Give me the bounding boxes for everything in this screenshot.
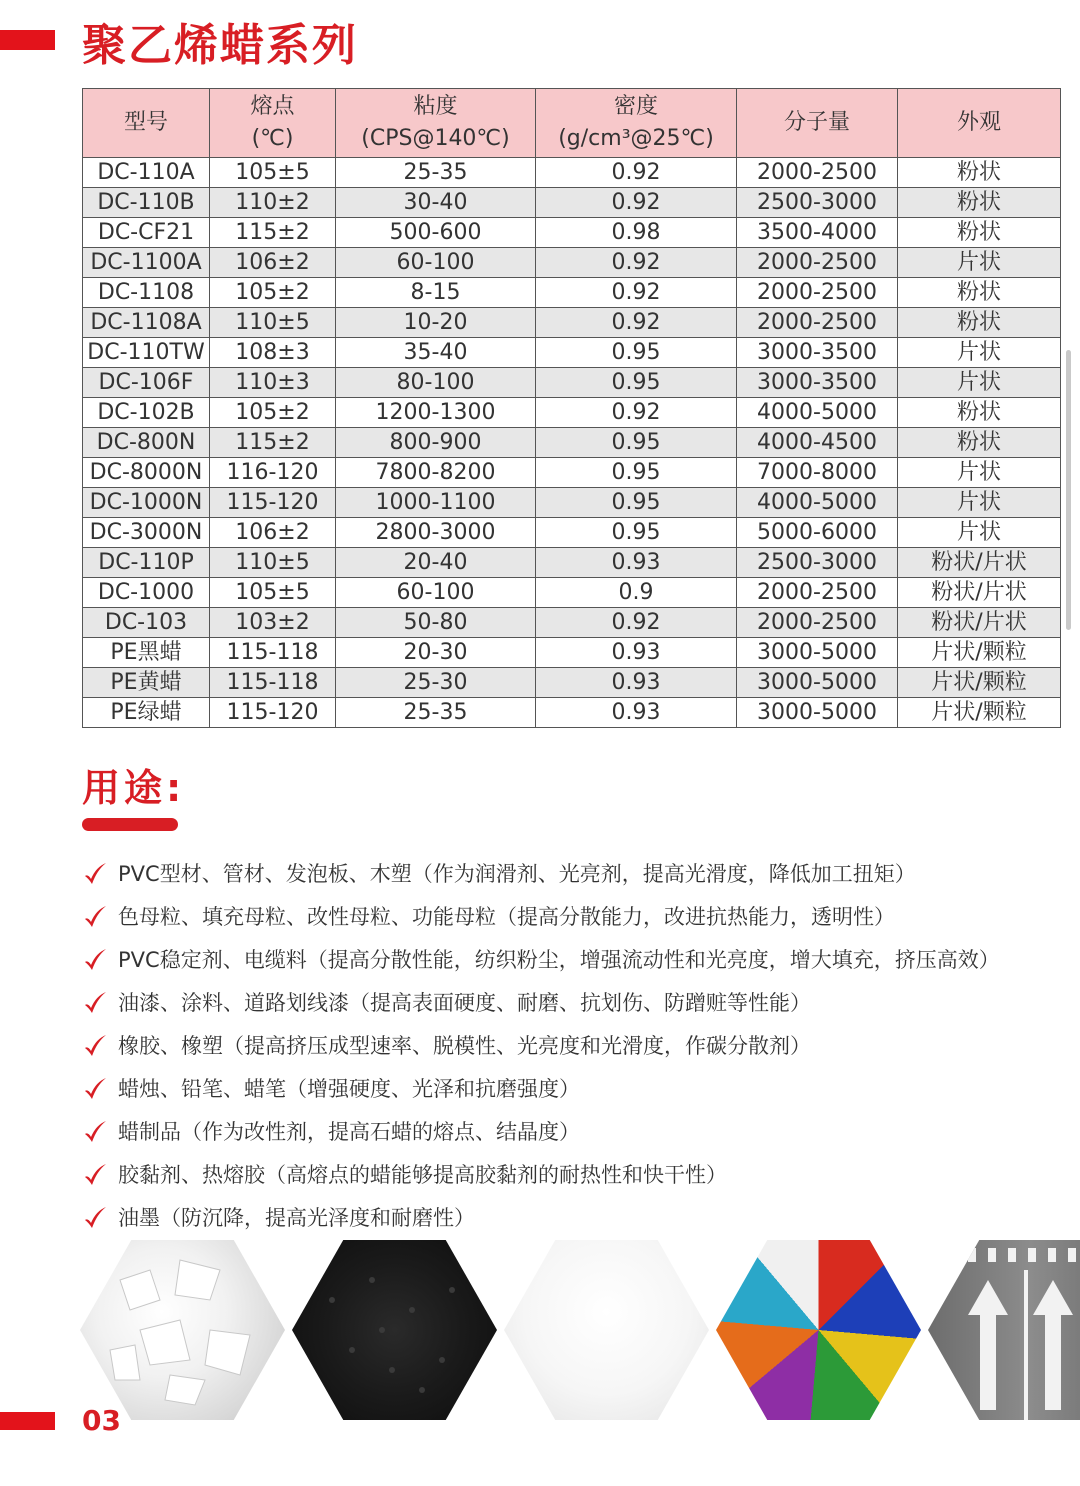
table-cell: PE黑蜡 — [83, 638, 210, 668]
black-wax-granules-photo — [292, 1240, 497, 1420]
header-text: 分子量 — [783, 110, 850, 135]
table-cell: 4000-4500 — [737, 428, 898, 458]
table-row — [83, 278, 1061, 308]
table-cell: 片状 — [898, 488, 1061, 518]
table-row — [83, 398, 1061, 428]
table-cell: 110±5 — [210, 548, 336, 578]
table-cell: DC-106F — [83, 368, 210, 398]
table-cell: 115±2 — [210, 428, 336, 458]
table-cell: 0.92 — [536, 278, 737, 308]
table-cell: 0.9 — [536, 578, 737, 608]
table-row — [83, 608, 1061, 638]
table-cell: 片状 — [898, 248, 1061, 278]
table-cell: 粉状/片状 — [898, 608, 1061, 638]
road-marking-arrows-photo — [928, 1240, 1080, 1420]
spec-table — [82, 88, 1061, 728]
uses-list — [82, 852, 1080, 1239]
use-text: PVC型材、管材、发泡板、木塑（作为润滑剂、光亮剂，提高光滑度，降低加工扭矩） — [118, 861, 916, 886]
table-cell: DC-8000N — [83, 458, 210, 488]
table-cell: 3000-5000 — [737, 638, 898, 668]
table-cell: 106±2 — [210, 518, 336, 548]
header-appearance — [898, 89, 1061, 158]
road-arrows — [928, 1240, 1080, 1420]
table-cell: 110±5 — [210, 308, 336, 338]
table-cell: 7000-8000 — [737, 458, 898, 488]
table-cell: 10-20 — [336, 308, 536, 338]
use-text: 蜡制品（作为改性剂，提高石蜡的熔点、结晶度） — [118, 1119, 580, 1144]
use-text: 橡胶、橡塑（提高挤压成型速率、脱模性、光亮度和光滑度，作碳分散剂） — [118, 1033, 811, 1058]
white-wax-powder-photo — [504, 1240, 709, 1420]
table-cell: DC-102B — [83, 398, 210, 428]
table-cell: 0.92 — [536, 248, 737, 278]
product-photo-gallery — [80, 1240, 1080, 1420]
table-cell: 2000-2500 — [737, 308, 898, 338]
table-cell: 115-120 — [210, 488, 336, 518]
red-check-icon — [82, 1205, 108, 1231]
table-cell: 103±2 — [210, 608, 336, 638]
list-item — [82, 1067, 1080, 1110]
granules-texture — [292, 1240, 497, 1420]
use-text: PVC稳定剂、电缆料（提高分散性能，纺织粉尘，增强流动性和光亮度，增大填充，挤压高效） — [118, 947, 1000, 972]
table-cell: 3000-5000 — [737, 698, 898, 728]
table-cell: 108±3 — [210, 338, 336, 368]
list-item — [82, 852, 1080, 895]
use-text: 蜡烛、铅笔、蜡笔（增强硬度、光泽和抗磨强度） — [118, 1076, 580, 1101]
table-cell: 105±5 — [210, 578, 336, 608]
table-cell: 35-40 — [336, 338, 536, 368]
table-cell: 0.93 — [536, 638, 737, 668]
table-row — [83, 368, 1061, 398]
red-accent-bar-top — [0, 30, 55, 50]
table-cell: 500-600 — [336, 218, 536, 248]
table-row — [83, 188, 1061, 218]
header-model — [83, 89, 210, 158]
header-unit: (CPS@140℃) — [361, 126, 510, 151]
table-cell: 粉状 — [898, 218, 1061, 248]
use-text: 胶黏剂、热熔胶（高熔点的蜡能够提高胶黏剂的耐热性和快干性） — [118, 1162, 727, 1187]
table-row — [83, 218, 1061, 248]
table-cell: 115±2 — [210, 218, 336, 248]
table-row — [83, 458, 1061, 488]
table-cell: 8-15 — [336, 278, 536, 308]
table-cell: DC-103 — [83, 608, 210, 638]
table-cell: 110±2 — [210, 188, 336, 218]
table-cell: DC-1108 — [83, 278, 210, 308]
table-cell: 60-100 — [336, 248, 536, 278]
table-row — [83, 518, 1061, 548]
header-unit: (℃) — [251, 126, 294, 151]
table-cell: 2000-2500 — [737, 608, 898, 638]
table-cell: 25-35 — [336, 698, 536, 728]
table-cell: 1200-1300 — [336, 398, 536, 428]
table-cell: 粉状 — [898, 158, 1061, 188]
red-check-icon — [82, 904, 108, 930]
header-text: 密度 — [613, 94, 658, 119]
table-row — [83, 428, 1061, 458]
list-item — [82, 1196, 1080, 1239]
table-cell: 115-118 — [210, 638, 336, 668]
table-cell: DC-110TW — [83, 338, 210, 368]
table-cell: 50-80 — [336, 608, 536, 638]
table-cell: PE绿蜡 — [83, 698, 210, 728]
table-cell: 0.92 — [536, 398, 737, 428]
table-cell: 0.92 — [536, 158, 737, 188]
table-cell: 0.95 — [536, 488, 737, 518]
table-cell: DC-1108A — [83, 308, 210, 338]
table-cell: 粉状 — [898, 398, 1061, 428]
header-text: 型号 — [123, 110, 168, 135]
table-row — [83, 548, 1061, 578]
table-cell: 片状 — [898, 458, 1061, 488]
table-cell: DC-3000N — [83, 518, 210, 548]
table-cell: 0.95 — [536, 428, 737, 458]
list-item — [82, 1024, 1080, 1067]
table-cell: PE黄蜡 — [83, 668, 210, 698]
scrollbar[interactable] — [1066, 350, 1071, 630]
table-row — [83, 698, 1061, 728]
flakes-texture — [80, 1240, 285, 1420]
table-cell: 2800-3000 — [336, 518, 536, 548]
table-cell: 4000-5000 — [737, 398, 898, 428]
table-cell: 0.93 — [536, 668, 737, 698]
use-text: 油墨（防沉降，提高光泽度和耐磨性） — [118, 1205, 475, 1230]
table-cell: 0.95 — [536, 518, 737, 548]
uses-heading: 用途: — [82, 766, 186, 810]
table-cell: 20-30 — [336, 638, 536, 668]
table-cell: 115-120 — [210, 698, 336, 728]
table-cell: 片状/颗粒 — [898, 668, 1061, 698]
list-item — [82, 1153, 1080, 1196]
table-cell: 2000-2500 — [737, 248, 898, 278]
table-cell: 2500-3000 — [737, 548, 898, 578]
header-unit: (g/cm³@25℃) — [558, 126, 714, 151]
table-cell: 105±2 — [210, 278, 336, 308]
table-cell: 0.98 — [536, 218, 737, 248]
table-cell: 1000-1100 — [336, 488, 536, 518]
red-check-icon — [82, 947, 108, 973]
table-cell: 0.92 — [536, 308, 737, 338]
list-item — [82, 895, 1080, 938]
table-cell: 粉状 — [898, 188, 1061, 218]
table-cell: 3000-5000 — [737, 668, 898, 698]
table-cell: DC-1100A — [83, 248, 210, 278]
table-cell: 4000-5000 — [737, 488, 898, 518]
table-cell: 粉状/片状 — [898, 548, 1061, 578]
table-cell: 粉状/片状 — [898, 578, 1061, 608]
page-number: 03 — [82, 1404, 121, 1437]
list-item — [82, 938, 1080, 981]
table-cell: 0.93 — [536, 698, 737, 728]
table-cell: 80-100 — [336, 368, 536, 398]
page-title: 聚乙烯蜡系列 — [82, 20, 358, 71]
table-cell: 2000-2500 — [737, 158, 898, 188]
table-cell: DC-CF21 — [83, 218, 210, 248]
table-cell: 0.92 — [536, 188, 737, 218]
table-cell: 110±3 — [210, 368, 336, 398]
table-cell: 800-900 — [336, 428, 536, 458]
table-cell: 7800-8200 — [336, 458, 536, 488]
use-text: 色母粒、填充母粒、改性母粒、功能母粒（提高分散能力，改进抗热能力，透明性） — [118, 904, 895, 929]
table-cell: 2000-2500 — [737, 278, 898, 308]
table-row — [83, 488, 1061, 518]
table-row — [83, 158, 1061, 188]
table-body — [83, 158, 1061, 728]
table-cell: 25-30 — [336, 668, 536, 698]
header-text: 粘度 — [413, 94, 458, 119]
table-cell: DC-110B — [83, 188, 210, 218]
table-cell: 片状/颗粒 — [898, 638, 1061, 668]
table-cell: DC-110P — [83, 548, 210, 578]
red-check-icon — [82, 990, 108, 1016]
header-text: 外观 — [956, 110, 1001, 135]
table-cell: 0.92 — [536, 608, 737, 638]
table-cell: 0.95 — [536, 458, 737, 488]
header-melting-point — [210, 89, 336, 158]
table-cell: 0.93 — [536, 548, 737, 578]
header-text: 熔点 — [250, 94, 295, 119]
table-cell: DC-800N — [83, 428, 210, 458]
header-molecular-weight — [737, 89, 898, 158]
table-cell: 片状 — [898, 338, 1061, 368]
table-row — [83, 248, 1061, 278]
red-check-icon — [82, 1162, 108, 1188]
table-cell: 30-40 — [336, 188, 536, 218]
table-cell: DC-1000N — [83, 488, 210, 518]
table-cell: 115-118 — [210, 668, 336, 698]
table-row — [83, 338, 1061, 368]
white-wax-flakes-photo — [80, 1240, 285, 1420]
uses-heading-underline — [82, 818, 178, 831]
table-cell: 3000-3500 — [737, 338, 898, 368]
table-cell: 2000-2500 — [737, 578, 898, 608]
table-cell: 2500-3000 — [737, 188, 898, 218]
red-check-icon — [82, 861, 108, 887]
table-cell: 3000-3500 — [737, 368, 898, 398]
table-header-row — [83, 89, 1061, 158]
table-cell: DC-1000 — [83, 578, 210, 608]
table-row — [83, 638, 1061, 668]
colored-masterbatch-pellets-photo — [716, 1240, 921, 1420]
table-cell: 片状 — [898, 368, 1061, 398]
table-cell: 60-100 — [336, 578, 536, 608]
use-text: 油漆、涂料、道路划线漆（提高表面硬度、耐磨、抗划伤、防蹭赃等性能） — [118, 990, 811, 1015]
red-check-icon — [82, 1033, 108, 1059]
list-item — [82, 981, 1080, 1024]
table-cell: 105±5 — [210, 158, 336, 188]
table-row — [83, 668, 1061, 698]
table-cell: 106±2 — [210, 248, 336, 278]
table-row — [83, 578, 1061, 608]
table-cell: DC-110A — [83, 158, 210, 188]
red-accent-bar-bottom — [0, 1412, 55, 1430]
table-cell: 3500-4000 — [737, 218, 898, 248]
table-cell: 0.95 — [536, 368, 737, 398]
table-cell: 粉状 — [898, 278, 1061, 308]
red-check-icon — [82, 1119, 108, 1145]
table-cell: 片状/颗粒 — [898, 698, 1061, 728]
red-check-icon — [82, 1076, 108, 1102]
table-cell: 20-40 — [336, 548, 536, 578]
table-cell: 片状 — [898, 518, 1061, 548]
header-density — [536, 89, 737, 158]
header-viscosity — [336, 89, 536, 158]
table-cell: 116-120 — [210, 458, 336, 488]
list-item — [82, 1110, 1080, 1153]
table-row — [83, 308, 1061, 338]
table-cell: 粉状 — [898, 428, 1061, 458]
table-cell: 粉状 — [898, 308, 1061, 338]
table-cell: 105±2 — [210, 398, 336, 428]
table-cell: 0.95 — [536, 338, 737, 368]
table-cell: 5000-6000 — [737, 518, 898, 548]
table-cell: 25-35 — [336, 158, 536, 188]
